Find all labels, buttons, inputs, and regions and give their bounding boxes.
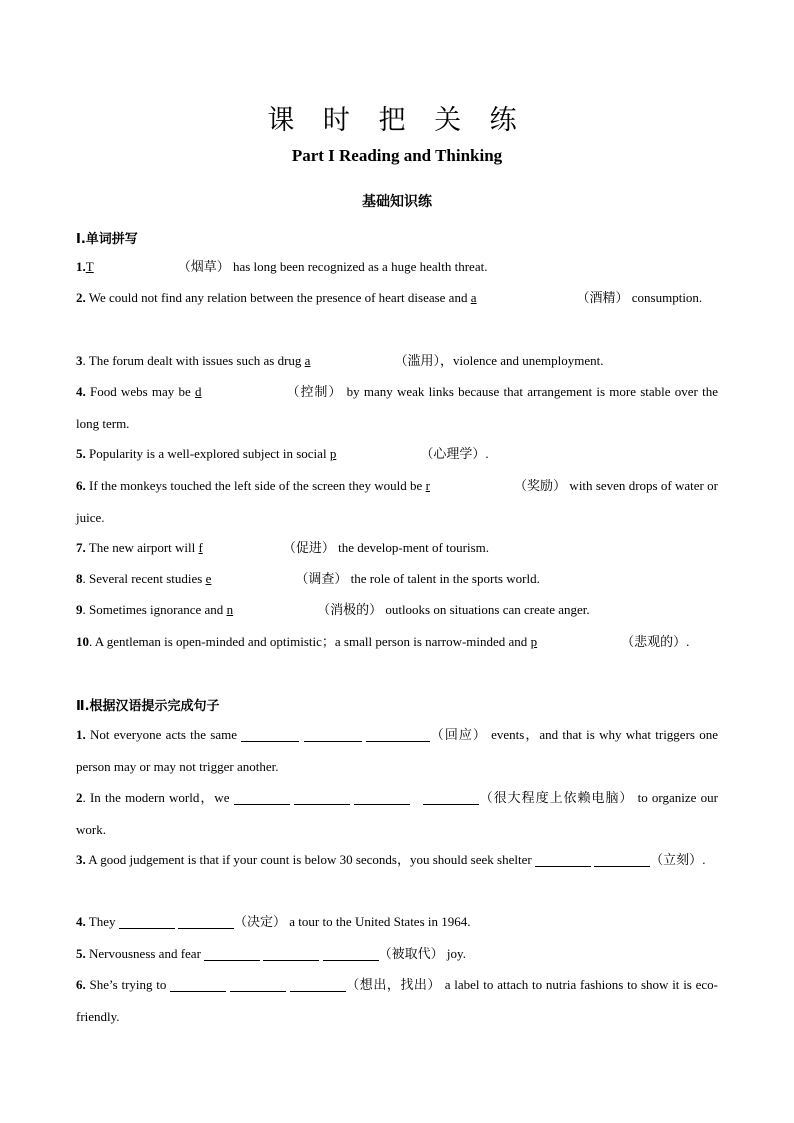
item-number: 6. (76, 977, 86, 992)
list-item: 6. If the monkeys touched the left side of the screen they would be r （奖励） with seven drops of water or juice. (76, 478, 718, 525)
item-number: 3 (76, 353, 83, 368)
item-number: 5. (76, 946, 86, 961)
item-number: 3. (76, 852, 86, 867)
item-number: 7. (76, 540, 86, 555)
list-item: 4. They （决定） a tour to the United States in 1964. (76, 914, 471, 930)
answer-blank[interactable] (170, 976, 226, 992)
answer-blank[interactable]: a (470, 290, 477, 305)
answer-blank[interactable]: p (530, 634, 538, 649)
answer-blank[interactable] (290, 976, 346, 992)
answer-blank[interactable]: n (226, 602, 234, 617)
page-title: 课 时 把 关 练 (267, 105, 527, 136)
answer-blank[interactable] (204, 945, 260, 961)
list-item: 8. Several recent studies e （调查） the role of talent in the sports world. (76, 571, 540, 587)
list-item: 4. Food webs may be d （控制） by many weak links because that arrangement is more stable over the long term. (76, 384, 718, 431)
section-2-heading: Ⅱ.根据汉语提示完成句子 (76, 699, 220, 714)
item-number: 1. (76, 727, 86, 742)
answer-blank[interactable] (234, 789, 290, 805)
answer-blank[interactable] (535, 851, 591, 867)
item-number: 2 (76, 790, 83, 805)
list-item: 5. Nervousness and fear （被取代） joy. (76, 946, 466, 962)
item-number: 1. (76, 259, 86, 274)
list-item: 3. The forum dealt with issues such as drug a （滥用），violence and unemployment. (76, 353, 604, 369)
section-subtitle: 基础知识练 (362, 194, 432, 210)
list-item: 9. Sometimes ignorance and n （消极的） outlooks on situations can create anger. (76, 602, 590, 618)
answer-blank[interactable] (241, 726, 299, 742)
list-item: 1.T （烟草） has long been recognized as a huge health threat. (76, 259, 488, 275)
answer-blank[interactable] (178, 913, 234, 929)
list-item: 1. Not everyone acts the same （回应） events，and that is why what triggers one person may or may not trigger another. (76, 727, 718, 774)
answer-blank[interactable] (304, 726, 362, 742)
list-item: 6. She’s trying to （想出，找出） a label to attach to nutria fashions to show it is eco-friendly. (76, 977, 719, 1024)
answer-blank[interactable] (263, 945, 319, 961)
item-number: 6. (76, 478, 86, 493)
list-item: 10. A gentleman is open-minded and optimistic；a small person is narrow-minded and p （悲观的）. (76, 634, 690, 650)
item-number: 9 (76, 602, 83, 617)
list-item: 7. The new airport will f （促进） the develop-ment of tourism. (76, 540, 490, 556)
answer-blank[interactable] (294, 789, 350, 805)
answer-blank[interactable] (323, 945, 379, 961)
section-1-heading: Ⅰ.单词拼写 (76, 232, 138, 247)
item-number: 5. (76, 446, 86, 461)
answer-blank[interactable] (366, 726, 430, 742)
answer-blank[interactable] (230, 976, 286, 992)
item-number: 4. (76, 384, 86, 399)
answer-blank[interactable] (594, 851, 650, 867)
list-item: 5. Popularity is a well-explored subject in social p （心理学）. (76, 446, 489, 462)
list-item: 2. In the modern world，we （很大程度上依赖电脑） to organize our work. (76, 790, 718, 837)
answer-blank[interactable]: a (304, 353, 311, 368)
part-title: Part I Reading and Thinking (291, 146, 503, 165)
item-number: 8 (76, 571, 83, 586)
list-item: 2. We could not find any relation between the presence of heart disease and a （酒精） consumption. (76, 290, 703, 306)
answer-blank[interactable]: e (205, 571, 212, 586)
list-item: 3. A good judgement is that if your count is below 30 seconds，you should seek shelter （立刻）. (76, 852, 706, 868)
answer-blank[interactable] (423, 789, 479, 805)
answer-blank[interactable]: r (425, 478, 430, 493)
answer-blank[interactable] (119, 913, 175, 929)
item-number: 10 (76, 634, 89, 649)
answer-blank[interactable]: f (198, 540, 203, 555)
answer-blank[interactable] (354, 789, 410, 805)
answer-blank[interactable]: T (85, 259, 94, 274)
item-number: 4. (76, 914, 86, 929)
answer-blank[interactable]: d (195, 384, 202, 399)
item-number: 2. (76, 290, 86, 305)
answer-blank[interactable]: p (329, 446, 337, 461)
